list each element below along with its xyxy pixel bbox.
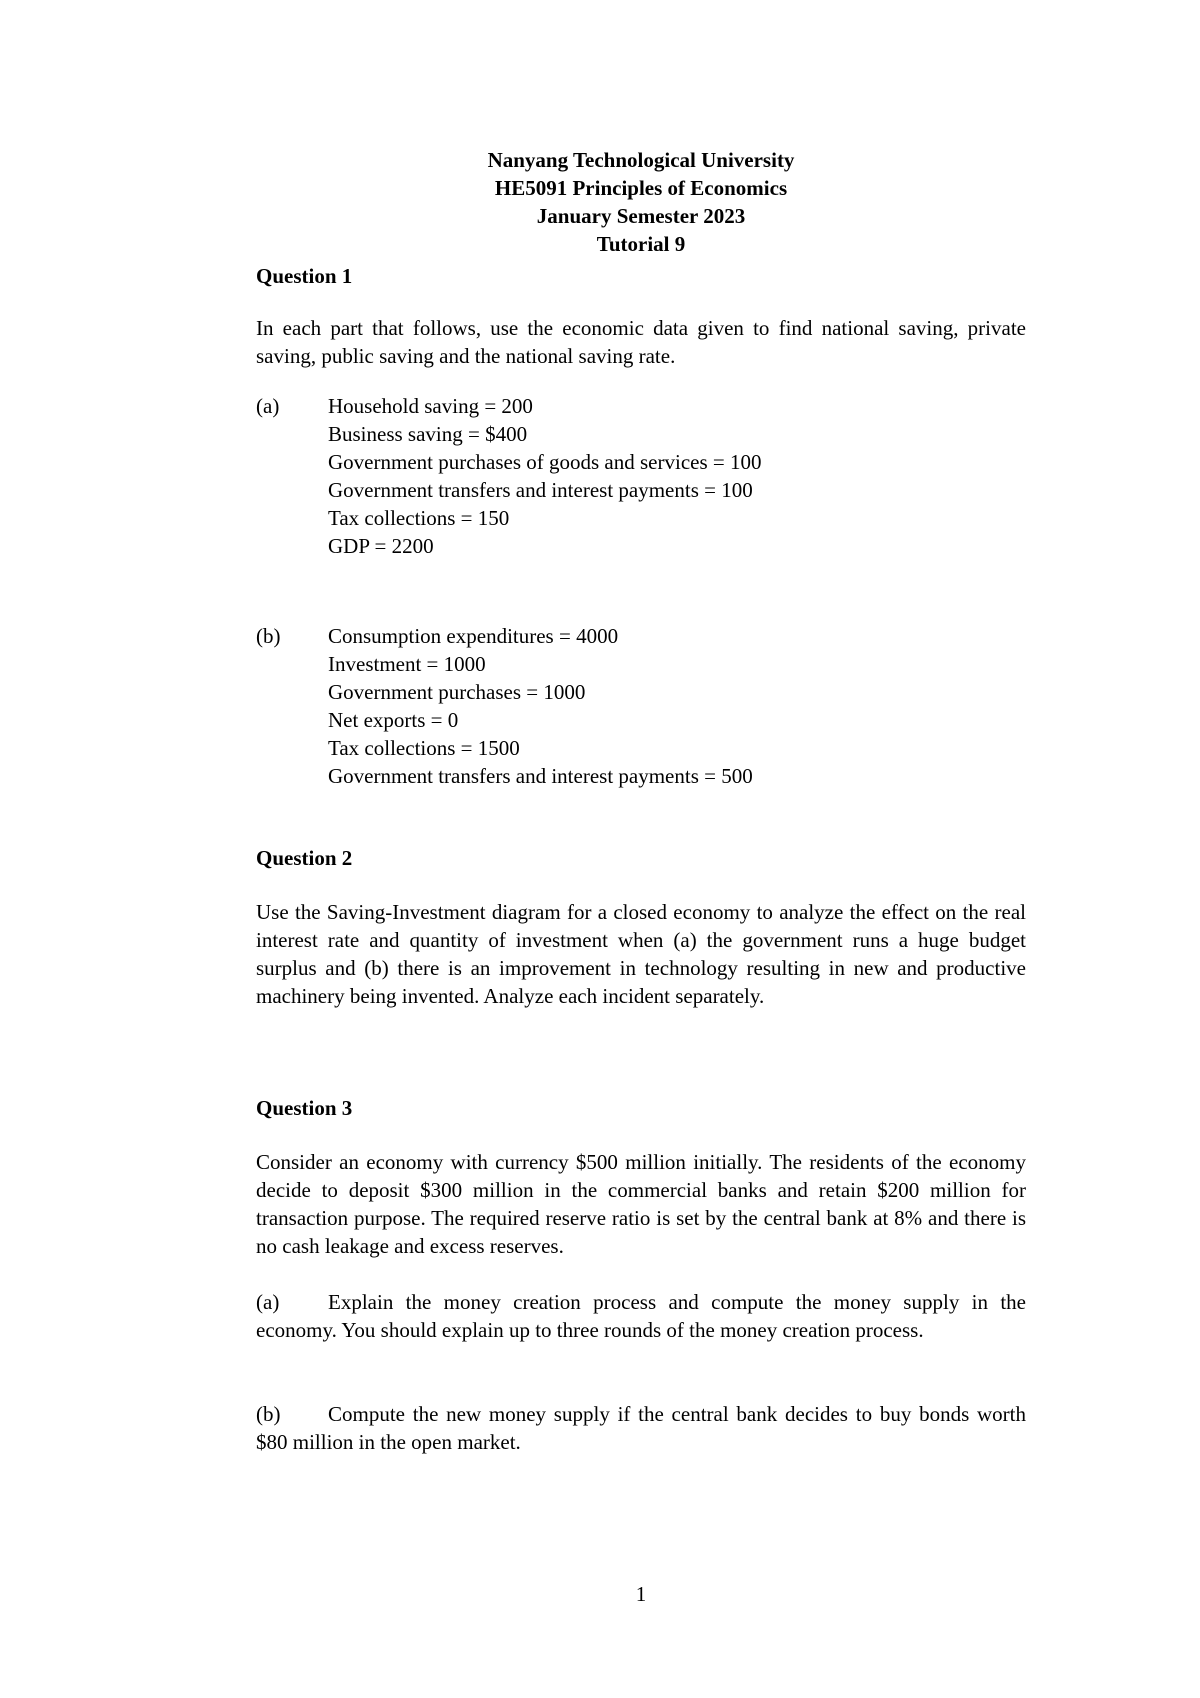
part-b-label: (b) [256,624,281,648]
part-a-line: Government transfers and interest payments = 100 [328,478,753,502]
page-number: 1 [635,1582,647,1606]
part-a-line: Government purchases of goods and services = 100 [328,450,762,474]
question-1-intro: In each part that follows, use the economic data given to find national saving, private saving, public saving and the national saving rate. [256,316,1026,368]
part-b-line: Government transfers and interest payments = 500 [328,764,753,788]
q3-part-a-text: Explain the money creation process and compute the money supply in the economy. You should explain up to three rounds of the money creation process. [256,1290,1026,1342]
part-b-line: Investment = 1000 [328,652,486,676]
part-b-line: Net exports = 0 [328,708,459,732]
tutorial-label: Tutorial 9 [596,232,686,256]
part-a-line: Household saving = 200 [328,394,533,418]
question-1-title: Question 1 [256,264,353,288]
document-header [256,146,1026,258]
part-a-line: Tax collections = 150 [328,506,510,530]
question-2-text: Use the Saving-Investment diagram for a closed economy to analyze the effect on the real interest rate and quantity of investment when (a) the government runs a huge budget surplus and (b) there is an improvement in technology resulting in new and productive machinery being invented. Analyze each incident separately. [256,900,1026,1008]
question-2-title: Question 2 [256,846,353,870]
question-3-part-b [256,1400,1026,1456]
course-title: HE5091 Principles of Economics [494,176,788,200]
question-3-intro: Consider an economy with currency $500 million initially. The residents of the economy decide to deposit $300 million in the commercial banks and retain $200 million for transaction purpose. The required reserve ratio is set by the central bank at 8% and there is no cash leakage and excess reserves. [256,1150,1026,1258]
part-a-line: Business saving = $400 [328,422,528,446]
question-3-part-a [256,1288,1026,1344]
q3-part-a-label: (a) [256,1290,280,1314]
university-name: Nanyang Technological University [487,148,795,172]
semester-label: January Semester 2023 [536,204,746,228]
part-a-line: GDP = 2200 [328,534,434,558]
q3-part-b-label: (b) [256,1402,281,1426]
part-b-line: Consumption expenditures = 4000 [328,624,619,648]
part-b-line: Tax collections = 1500 [328,736,520,760]
part-b-line: Government purchases = 1000 [328,680,586,704]
part-a-label: (a) [256,394,280,418]
q3-part-b-text: Compute the new money supply if the central bank decides to buy bonds worth $80 million in the open market. [256,1402,1026,1454]
question-3-title: Question 3 [256,1096,353,1120]
